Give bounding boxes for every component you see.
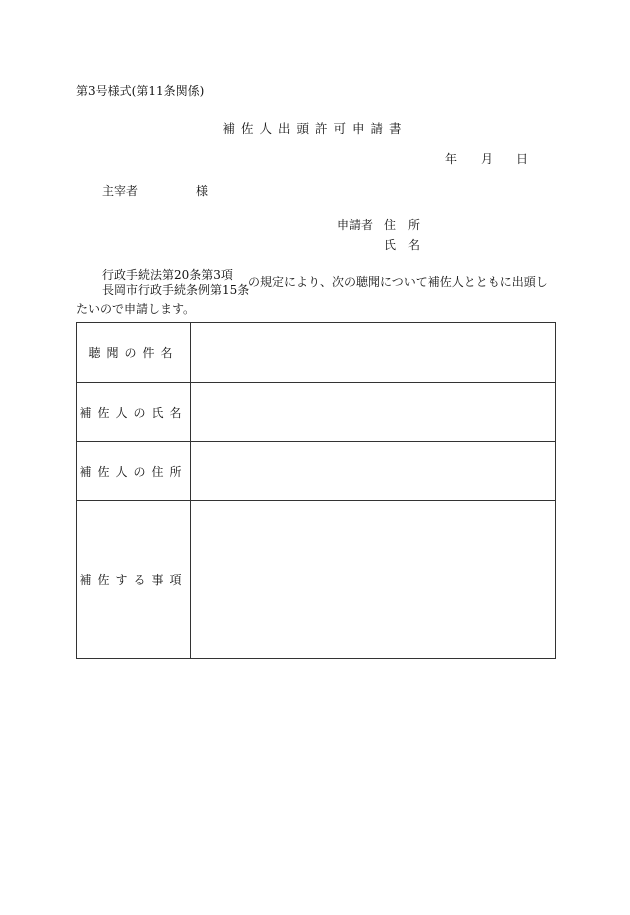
application-form-table	[76, 322, 556, 659]
table-row	[77, 442, 556, 501]
statement-last-line: たいので申請します。	[76, 302, 196, 316]
assistant-name-field[interactable]	[191, 383, 556, 442]
document-title: 補佐人出頭許可申請書	[222, 121, 408, 136]
applicant-name-label: 氏 名	[384, 238, 421, 252]
row-label-assist-matters: 補佐する事項	[77, 501, 191, 659]
table-row	[77, 323, 556, 383]
row-label-assistant-name: 補佐人の氏名	[77, 383, 191, 442]
applicant-address-label: 住 所	[384, 218, 421, 232]
statement-continuation: の規定により、次の聴聞について補佐人とともに出頭し	[248, 275, 548, 289]
applicant-label: 申請者	[337, 218, 374, 232]
table-row	[77, 383, 556, 442]
assistant-address-field[interactable]	[191, 442, 556, 501]
row-label-hearing-subject: 聴聞の件名	[77, 323, 191, 383]
date-year: 年	[445, 152, 458, 166]
date-month: 月	[481, 152, 494, 166]
row-label-assistant-address: 補佐人の住所	[77, 442, 191, 501]
assist-matters-field[interactable]	[191, 501, 556, 659]
form-number: 第3号様式(第11条関係)	[76, 84, 205, 98]
hearing-subject-field[interactable]	[191, 323, 556, 383]
law-reference-1: 行政手続法第20条第3項	[102, 268, 233, 282]
table-row	[77, 501, 556, 659]
law-reference-2: 長岡市行政手続条例第15条	[102, 283, 250, 297]
addressee-name: 主宰者	[102, 184, 139, 198]
addressee-honorific: 様	[196, 184, 209, 198]
date-day: 日	[516, 152, 529, 166]
